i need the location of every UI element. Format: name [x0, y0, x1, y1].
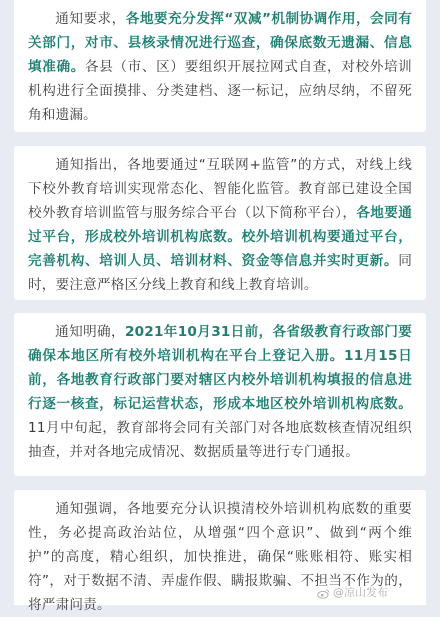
paragraph-2-segment-3: 同时，要注意严格区分线上教育和线上教育培训。: [28, 253, 412, 293]
paragraph-3-highlight: 2021年10月31日前，各省级教育行政部门要确保本地区所有校外培训机构在平台上登记入册。11月15日前，各地教育行政部门要对辖区内校外培训机构填报的信息进行逐一核查，标记运营状态，形成本地区校外培训机构底数。: [28, 324, 412, 412]
paragraph-1-segment-1: 通知要求，: [55, 11, 126, 27]
paragraph-card-3: [14, 313, 426, 476]
paragraph-card-1: [14, 0, 426, 132]
watermark-text: @凉山发布: [333, 586, 388, 599]
watermark: [317, 586, 388, 600]
paragraph-card-2: [14, 146, 426, 300]
paragraph-2-segment-1: 通知指出，各地要通过“互联网+监管”的方式，对线上线下校外教育培训实现常态化、智能化监管。教育部已建设全国校外教育培训监管与服务综合平台（以下简称平台），: [28, 157, 412, 221]
paragraph-2-highlight: 各地要通过平台，形成校外培训机构底数。校外培训机构要通过平台，完善机构、培训人员、培训材料、资金等信息并实时更新。: [28, 205, 412, 269]
paragraph-4-segment-1: 通知强调，各地要充分认识摸清校外培训机构底数的重要性，务必提高政治站位，从增强“四个意识”、做到“两个维护”的高度，精心组织，加快推进，确保“账账相符、账实相符”，对于数据不清、弄虚作假、瞒报欺骗、不担当不作为的，将严肃问责。: [28, 501, 412, 613]
paragraph-1-highlight: 各地要充分发挥“双减”机制协调作用，会同有关部门，对市、县核录情况进行巡查，确保底数无遗漏、信息填准确。: [28, 11, 412, 75]
paragraph-3-segment-3: 11月中旬起，教育部将会同有关部门对各地底数核查情况组织抽查，并对各地完成情况、数据质量等进行专门通报。: [28, 420, 412, 460]
weibo-icon: [317, 588, 330, 599]
paragraph-3-segment-1: 通知明确，: [55, 324, 125, 340]
paragraph-1-segment-3: 各县（市、区）要组织开展拉网式自查，对校外培训机构进行全面摸排、分类建档、逐一标记，应纳尽纳，不留死角和遗漏。: [28, 59, 412, 123]
